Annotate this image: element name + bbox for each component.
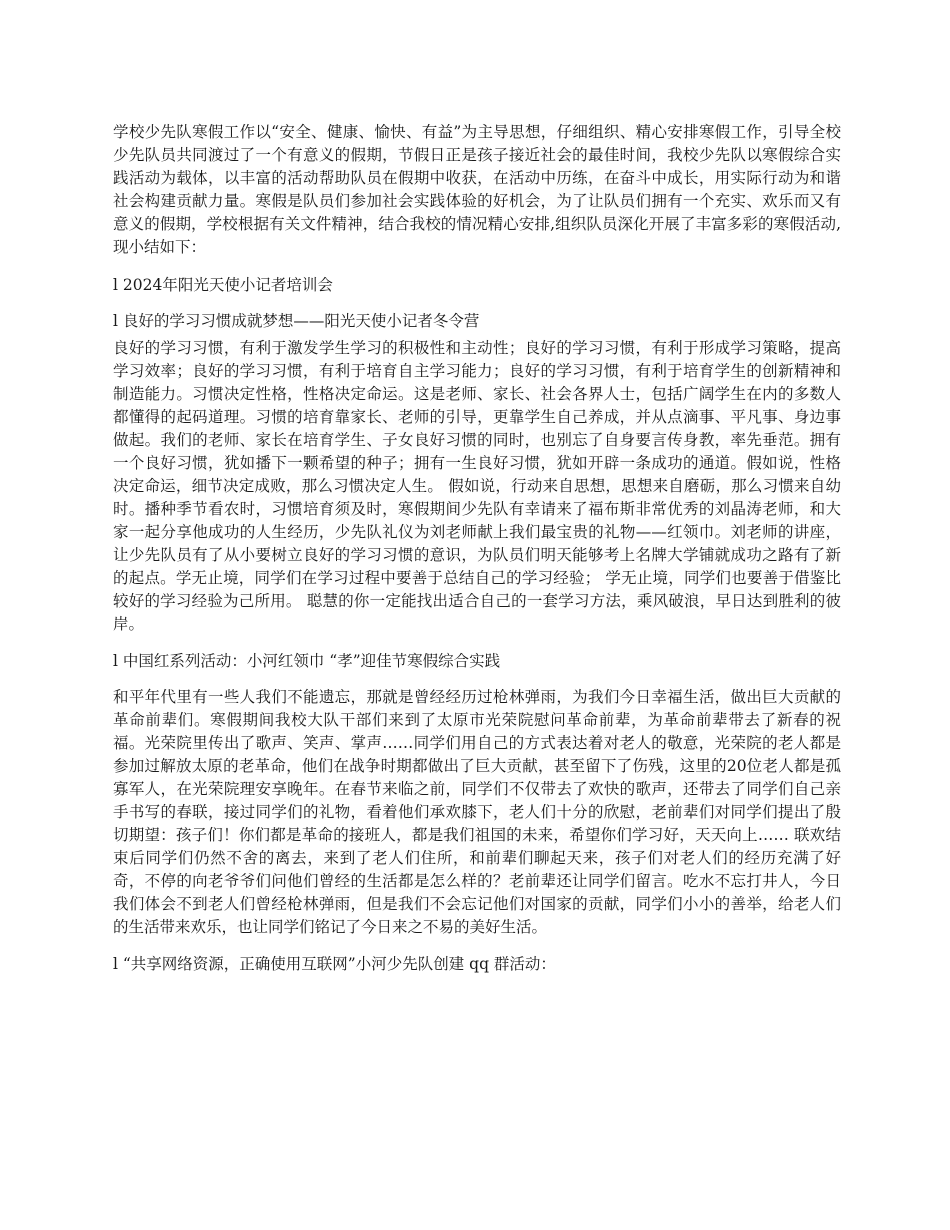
section-heading-winter-camp: l 良好的学习习惯成就梦想——阳光天使小记者冬令营 bbox=[113, 312, 480, 330]
china-red-paragraph: 和平年代里有一些人我们不能遗忘，那就是曾经经历过枪林弹雨，为我们今日幸福生活，做出巨大贡献的革命前辈们。寒假期间我校大队干部们来到了太原市光荣院慰问革命前辈，为革命前辈带去了新春的祝福。光荣院里传出了歌声、笑声、掌声……同学们用自己的方式表达着对老人的敬意，光荣院的老人都是参加过解放太原的老革命，他们在战争时期都做出了巨大贡献，甚至留下了伤残，这里的20位老人都是孤寡军人，在光荣院理安享晚年。在春节来临之前，同学们不仅带去了欢快的歌声，还带去了同学们自己亲手书写的春联，接过同学们的礼物，看着他们承欢膝下，老人们十分的欣慰，老前辈们对同学们提出了殷切期望：孩子们！你们都是革命的接班人，都是我们祖国的未来，希望你们学习好，天天向上…… 联欢结束后同学们仍然不舍的离去，来到了老人们住所，和前辈们聊起天来，孩子们对老人们的经历充满了好奇，不停的向老爷爷们问他们曾经的生活都是怎么样的？老前辈还让同学们留言。吃水不忘打井人，今日我们体会不到老人们曾经枪林弹雨，但是我们不会忘记他们对国家的贡献，同学们小小的善举，给老人们的生活带来欢乐，也让同学们铭记了今日来之不易的美好生活。 bbox=[113, 688, 841, 936]
document-page bbox=[113, 121, 841, 976]
section-heading-china-red: l 中国红系列活动：小河红领巾 “孝”迎佳节寒假综合实践 bbox=[113, 652, 501, 670]
intro-paragraph: 学校少先队寒假工作以“安全、健康、愉快、有益”为主导思想，仔细组织、精心安排寒假工作，引导全校少先队员共同渡过了一个有意义的假期，节假日正是孩子接近社会的最佳时间，我校少先队以寒假综合实践活动为载体，以丰富的活动帮助队员在假期中收获，在活动中历练，在奋斗中成长，用实际行动为和谐社会构建贡献力量。寒假是队员们参加社会实践体验的好机会，为了让队员们拥有一个充实、欢乐而又有意义的假期，学校根据有关文件精神，结合我校的情况精心安排,组织队员深化开展了丰富多彩的寒假活动,现小结如下： bbox=[113, 123, 841, 256]
section-heading-qq-group: l “共享网络资源，正确使用互联网”小河少先队创建 qq 群活动： bbox=[113, 955, 556, 973]
winter-camp-paragraph: 良好的学习习惯，有利于激发学生学习的积极性和主动性；良好的学习习惯，有利于形成学习策略，提高学习效率；良好的学习习惯，有利于培育自主学习能力；良好的学习习惯，有利于培育学生的创新精神和制造能力。习惯决定性格，性格决定命运。这是老师、家长、社会各界人士，包括广阔学生在内的多数人都懂得的起码道理。习惯的培育靠家长、老师的引导，更靠学生自己养成，并从点滴事、平凡事、身边事做起。我们的老师、家长在培育学生、子女良好习惯的同时，也别忘了自身要言传身教，率先垂范。拥有一个良好习惯，犹如播下一颗希望的种子；拥有一生良好习惯，犹如开辟一条成功的通道。假如说，性格决定命运，细节决定成败，那么习惯决定人生。 假如说，行动来自思想，思想来自磨砺，那么习惯来自幼时。播种季节看农时，习惯培育须及时，寒假期间少先队有幸请来了福布斯非常优秀的刘晶涛老师，和大家一起分享他成功的人生经历，少先队礼仪为刘老师献上我们最宝贵的礼物——红领巾。刘老师的讲座，让少先队员有了从小要树立良好的学习习惯的意识，为队员们明天能够考上名牌大学铺就成功之路有了新的起点。学无止境，同学们在学习过程中要善于总结自己的学习经验； 学无止境，同学们也要善于借鉴比较好的学习经验为己所用。 聪慧的你一定能找出适合自己的一套学习方法，乘风破浪，早日达到胜利的彼岸。 bbox=[113, 339, 841, 633]
section-heading-training: l 2024年阳光天使小记者培训会 bbox=[113, 276, 333, 294]
